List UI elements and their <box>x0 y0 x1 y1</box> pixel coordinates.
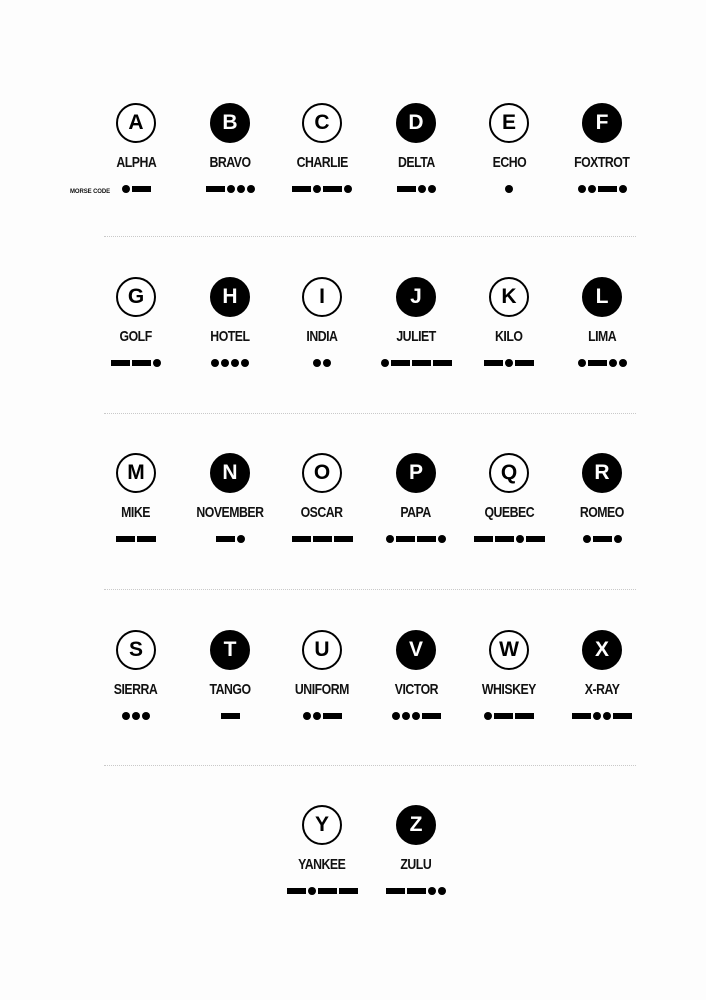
morse-dash <box>386 888 405 894</box>
morse-dash <box>137 536 156 542</box>
morse-dot <box>211 359 219 367</box>
morse-code-symbols <box>484 712 534 720</box>
letter-badge: J <box>396 277 436 317</box>
row-divider <box>104 413 636 414</box>
morse-dot <box>308 887 316 895</box>
code-word: GOLF <box>119 328 153 345</box>
morse-dot <box>323 359 331 367</box>
letter-badge: I <box>302 277 342 317</box>
morse-dot <box>313 712 321 720</box>
morse-dash <box>339 888 358 894</box>
code-word: NOVEMBER <box>196 504 264 521</box>
morse-dot <box>142 712 150 720</box>
morse-dash <box>484 360 503 366</box>
morse-dash <box>526 536 545 542</box>
morse-dot <box>237 185 245 193</box>
morse-dot <box>505 185 513 193</box>
letter-card-h <box>184 277 276 387</box>
letter-card-b <box>184 103 276 213</box>
morse-dash <box>515 360 534 366</box>
morse-code-symbols <box>386 887 446 895</box>
morse-dash <box>292 536 311 542</box>
letter-badge: Z <box>396 805 436 845</box>
morse-code-symbols <box>578 359 627 367</box>
morse-dot <box>313 185 321 193</box>
morse-code-symbols <box>303 712 342 720</box>
morse-dash <box>397 186 416 192</box>
morse-dash <box>396 536 415 542</box>
letter-card-v <box>370 630 462 740</box>
letter-card-q <box>463 453 555 563</box>
code-word: CHARLIE <box>296 154 348 171</box>
morse-code-symbols <box>397 185 436 193</box>
letter-card-k <box>463 277 555 387</box>
morse-dot <box>132 712 140 720</box>
morse-dot <box>438 535 446 543</box>
morse-dot <box>122 712 130 720</box>
code-word: ROMEO <box>579 504 624 521</box>
letter-card-e <box>463 103 555 213</box>
morse-code-label: MORSE CODE <box>70 189 111 195</box>
morse-dash <box>116 536 135 542</box>
morse-code-symbols <box>474 535 545 543</box>
letter-badge: A <box>116 103 156 143</box>
morse-dot <box>593 712 601 720</box>
morse-code-symbols <box>287 887 358 895</box>
morse-dot <box>578 359 586 367</box>
letter-badge: G <box>116 277 156 317</box>
morse-dot <box>247 185 255 193</box>
morse-dash <box>132 186 151 192</box>
letter-card-s <box>90 630 182 740</box>
morse-code-symbols <box>211 359 249 367</box>
letter-badge: Q <box>489 453 529 493</box>
morse-dot <box>619 185 627 193</box>
letter-card-z <box>370 805 462 915</box>
letter-badge: V <box>396 630 436 670</box>
code-word: INDIA <box>306 328 338 345</box>
letter-badge: R <box>582 453 622 493</box>
morse-dot <box>578 185 586 193</box>
morse-dash <box>323 186 342 192</box>
morse-dot <box>418 185 426 193</box>
morse-dot <box>516 535 524 543</box>
letter-badge: D <box>396 103 436 143</box>
morse-dot <box>438 887 446 895</box>
morse-code-symbols <box>381 359 452 367</box>
row-divider <box>104 589 636 590</box>
code-word: ALPHA <box>116 154 156 171</box>
code-word: FOXTROT <box>574 154 630 171</box>
morse-dash <box>422 713 441 719</box>
morse-dash <box>613 713 632 719</box>
morse-code-symbols <box>122 185 151 193</box>
morse-dash <box>433 360 452 366</box>
morse-dot <box>428 887 436 895</box>
morse-dash <box>221 713 240 719</box>
letter-badge: L <box>582 277 622 317</box>
letter-card-d <box>370 103 462 213</box>
morse-code-symbols <box>484 359 534 367</box>
letter-card-f <box>556 103 648 213</box>
morse-dot <box>241 359 249 367</box>
morse-code-symbols <box>292 535 353 543</box>
letter-badge: E <box>489 103 529 143</box>
letter-card-j <box>370 277 462 387</box>
morse-code-symbols <box>111 359 161 367</box>
code-word: WHISKEY <box>482 681 536 698</box>
letter-card-w <box>463 630 555 740</box>
letter-card-c <box>276 103 368 213</box>
morse-code-symbols <box>386 535 446 543</box>
morse-dash <box>593 536 612 542</box>
morse-dot <box>412 712 420 720</box>
morse-dash <box>474 536 493 542</box>
code-word: PAPA <box>400 504 432 521</box>
letter-card-o <box>276 453 368 563</box>
letter-card-g <box>90 277 182 387</box>
morse-code-symbols <box>122 712 150 720</box>
morse-dash <box>132 360 151 366</box>
morse-dash <box>494 713 513 719</box>
morse-dot <box>227 185 235 193</box>
morse-dot <box>231 359 239 367</box>
morse-dot <box>428 185 436 193</box>
morse-code-symbols <box>578 185 627 193</box>
letter-badge: T <box>210 630 250 670</box>
letter-badge: S <box>116 630 156 670</box>
letter-card-r <box>556 453 648 563</box>
morse-dash <box>495 536 514 542</box>
letter-badge: U <box>302 630 342 670</box>
letter-badge: M <box>116 453 156 493</box>
letter-badge: C <box>302 103 342 143</box>
letter-badge: F <box>582 103 622 143</box>
morse-dot <box>153 359 161 367</box>
morse-code-symbols <box>221 712 240 720</box>
morse-dot <box>583 535 591 543</box>
letter-card-i <box>276 277 368 387</box>
letter-badge: K <box>489 277 529 317</box>
letter-card-m <box>90 453 182 563</box>
morse-code-symbols <box>313 359 331 367</box>
morse-dash <box>292 186 311 192</box>
letter-badge: X <box>582 630 622 670</box>
morse-dash <box>391 360 410 366</box>
morse-code-symbols <box>116 535 156 543</box>
morse-dash <box>216 536 235 542</box>
code-word: QUEBEC <box>484 504 534 521</box>
code-word: SIERRA <box>114 681 158 698</box>
letter-card-x <box>556 630 648 740</box>
morse-code-symbols <box>572 712 632 720</box>
morse-dash <box>572 713 591 719</box>
letter-card-n <box>184 453 276 563</box>
morse-code-symbols <box>505 185 513 193</box>
code-word: KILO <box>495 328 523 345</box>
code-word: OSCAR <box>301 504 343 521</box>
morse-dash <box>323 713 342 719</box>
letter-card-p <box>370 453 462 563</box>
morse-dot <box>603 712 611 720</box>
morse-dot <box>614 535 622 543</box>
morse-dot <box>237 535 245 543</box>
morse-dash <box>318 888 337 894</box>
morse-dot <box>386 535 394 543</box>
code-word: TANGO <box>209 681 251 698</box>
letter-badge: Y <box>302 805 342 845</box>
code-word: X-RAY <box>584 681 620 698</box>
morse-dot <box>221 359 229 367</box>
letter-card-t <box>184 630 276 740</box>
letter-card-a <box>90 103 182 213</box>
morse-dash <box>598 186 617 192</box>
morse-dash <box>412 360 431 366</box>
morse-code-symbols <box>392 712 441 720</box>
code-word: ZULU <box>400 856 432 873</box>
morse-dash <box>206 186 225 192</box>
code-word: MIKE <box>121 504 151 521</box>
code-word: YANKEE <box>298 856 346 873</box>
morse-dash <box>313 536 332 542</box>
code-word: VICTOR <box>394 681 438 698</box>
morse-dot <box>588 185 596 193</box>
morse-dot <box>505 359 513 367</box>
letter-card-u <box>276 630 368 740</box>
morse-dot <box>392 712 400 720</box>
morse-dot <box>484 712 492 720</box>
morse-dot <box>313 359 321 367</box>
morse-code-symbols <box>206 185 255 193</box>
row-divider <box>104 765 636 766</box>
morse-dash <box>111 360 130 366</box>
letter-card-y <box>276 805 368 915</box>
morse-dot <box>609 359 617 367</box>
letter-badge: N <box>210 453 250 493</box>
code-word: LIMA <box>587 328 617 345</box>
code-word: ECHO <box>492 154 526 171</box>
morse-dot <box>344 185 352 193</box>
morse-dash <box>287 888 306 894</box>
morse-dash <box>588 360 607 366</box>
morse-code-symbols <box>583 535 622 543</box>
letter-card-l <box>556 277 648 387</box>
morse-dot <box>122 185 130 193</box>
morse-dash <box>407 888 426 894</box>
morse-code-symbols <box>216 535 245 543</box>
code-word: HOTEL <box>210 328 250 345</box>
code-word: JULIET <box>396 328 436 345</box>
morse-dash <box>417 536 436 542</box>
code-word: BRAVO <box>209 154 251 171</box>
morse-dot <box>619 359 627 367</box>
letter-badge: O <box>302 453 342 493</box>
row-divider <box>104 236 636 237</box>
morse-dot <box>381 359 389 367</box>
morse-code-symbols <box>292 185 352 193</box>
code-word: UNIFORM <box>295 681 349 698</box>
morse-dash <box>515 713 534 719</box>
letter-badge: B <box>210 103 250 143</box>
morse-dot <box>303 712 311 720</box>
letter-badge: H <box>210 277 250 317</box>
letter-badge: P <box>396 453 436 493</box>
morse-dash <box>334 536 353 542</box>
code-word: DELTA <box>397 154 435 171</box>
letter-badge: W <box>489 630 529 670</box>
morse-dot <box>402 712 410 720</box>
